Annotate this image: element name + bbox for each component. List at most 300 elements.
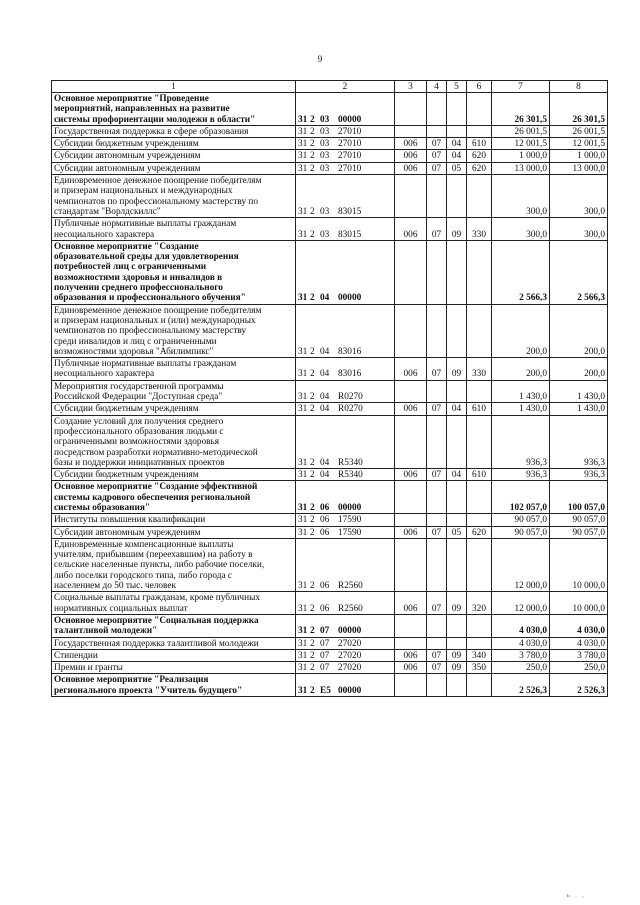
amount-col-7: 3 780,0	[492, 649, 550, 661]
ministry-code	[395, 125, 427, 137]
row-name-line: возможностями здоровья и инвалидов в	[54, 272, 223, 283]
amount-col-8: 26 001,5	[550, 125, 608, 137]
code-part: 07	[320, 638, 330, 649]
amount-col-8: 100 057,0	[550, 481, 608, 514]
table-row	[52, 358, 608, 381]
code-part: 2	[310, 515, 315, 526]
row-name-line: Основное мероприятие "Создание	[54, 241, 199, 252]
row-name-line: Стипендии	[54, 650, 98, 661]
section-code	[427, 240, 447, 304]
code-part: 31	[298, 502, 308, 513]
code-part: 00000	[338, 293, 362, 304]
code-part: 04	[320, 369, 330, 380]
code-part: 2	[310, 502, 315, 513]
code-part: 31	[298, 392, 308, 403]
code-part: 2	[310, 685, 315, 696]
code-part: 31	[298, 470, 308, 481]
row-name-line: системы кадрового обеспечения региональной	[54, 492, 251, 503]
row-name-line: Единовременное денежное поощрение победителям	[54, 305, 262, 316]
amount-col-8: 4 030,0	[550, 637, 608, 649]
subsection-code: 04	[447, 403, 467, 415]
row-name-line: регионального проекта "Учитель будущего"	[54, 685, 243, 696]
row-name-line: среди инвалидов и лиц с ограниченными	[54, 336, 217, 347]
amount-col-7: 1 430,0	[492, 380, 550, 403]
amount-col-8: 2 566,3	[550, 240, 608, 304]
code-part: 04	[320, 404, 330, 415]
subsection-code	[447, 481, 467, 514]
footer-mark: ь . ,	[567, 893, 586, 899]
row-name-line: Единовременные компенсационные выплаты	[54, 539, 234, 550]
row-code	[296, 218, 395, 241]
expense-type-code	[467, 481, 492, 514]
subsection-code: 04	[447, 138, 467, 150]
row-name-line: талантливой молодежи"	[54, 626, 158, 637]
expense-type-code	[467, 614, 492, 637]
expense-type-code: 620	[467, 150, 492, 162]
code-part: 2	[310, 603, 315, 614]
amount-col-7: 1 430,0	[492, 403, 550, 415]
code-part: 17590	[338, 515, 362, 526]
row-code	[296, 138, 395, 150]
row-name-line: системы профориентации молодежи в области"	[54, 114, 256, 125]
code-part: 2	[310, 470, 315, 481]
code-part: 31	[298, 114, 308, 125]
subsection-code	[447, 93, 467, 126]
row-name-line: населением до 50 тыс. человек	[54, 581, 176, 592]
row-name	[52, 380, 296, 403]
code-part: 31	[298, 404, 308, 415]
row-name-line: Мероприятия государственной программы	[54, 381, 224, 392]
code-part: 31	[298, 527, 308, 538]
code-part: R2560	[338, 603, 363, 614]
row-name-line: Субсидии автономным учреждениям	[54, 163, 201, 174]
row-code	[296, 162, 395, 174]
row-name	[52, 240, 296, 304]
subsection-code	[447, 240, 467, 304]
amount-col-7: 90 057,0	[492, 514, 550, 526]
code-part: 03	[320, 163, 330, 174]
expense-type-code	[467, 637, 492, 649]
code-part: 04	[320, 346, 330, 357]
row-code	[296, 592, 395, 615]
expense-type-code	[467, 93, 492, 126]
header-col-8: 8	[550, 81, 608, 93]
row-name	[52, 514, 296, 526]
header-col-2: 2	[296, 81, 395, 93]
ministry-code	[395, 175, 427, 218]
code-part: 31	[298, 229, 308, 240]
expense-type-code	[467, 514, 492, 526]
amount-col-7: 300,0	[492, 218, 550, 241]
code-part: 00000	[338, 502, 362, 513]
code-part: 07	[320, 663, 330, 674]
row-name-line: возможностями здоровья "Абилимпикс"	[54, 346, 214, 357]
row-code	[296, 415, 395, 468]
code-part: 00000	[338, 114, 362, 125]
row-name-line: несоциального характера	[54, 229, 155, 240]
row-name	[52, 469, 296, 481]
row-name-line: стандартам "Ворлдскиллс"	[54, 206, 161, 217]
row-name	[52, 637, 296, 649]
row-name	[52, 304, 296, 357]
amount-col-7: 26 301,5	[492, 93, 550, 126]
section-code	[427, 538, 447, 591]
amount-col-8: 200,0	[550, 304, 608, 357]
code-part: 31	[298, 163, 308, 174]
row-name-line: Публичные нормативные выплаты гражданам	[54, 219, 237, 230]
row-name-line: потребностей лиц с ограниченными	[54, 262, 207, 273]
subsection-code	[447, 380, 467, 403]
budget-table	[51, 80, 608, 697]
code-part: R0270	[338, 392, 363, 403]
row-name-line: ограниченными возможностями здоровья	[54, 437, 220, 448]
section-code: 07	[427, 662, 447, 674]
expense-type-code	[467, 415, 492, 468]
expense-type-code: 350	[467, 662, 492, 674]
ministry-code: 006	[395, 138, 427, 150]
ministry-code: 006	[395, 150, 427, 162]
table-row	[52, 469, 608, 481]
code-part: 83016	[338, 346, 362, 357]
row-name-line: Субсидии автономным учреждениям	[54, 527, 201, 538]
table-row	[52, 674, 608, 697]
row-name-line: Основное мероприятие "Реализация	[54, 675, 209, 686]
table-body	[52, 93, 608, 697]
amount-col-8: 1 430,0	[550, 403, 608, 415]
amount-col-7: 4 030,0	[492, 637, 550, 649]
code-part: 27010	[338, 139, 362, 150]
code-part: 83016	[338, 369, 362, 380]
row-name-line: нормативных социальных выплат	[54, 603, 188, 614]
expense-type-code	[467, 240, 492, 304]
code-part: 2	[310, 126, 315, 137]
amount-col-8: 10 000,0	[550, 592, 608, 615]
code-part: 31	[298, 685, 308, 696]
expense-type-code: 340	[467, 649, 492, 661]
code-part: 27020	[338, 650, 362, 661]
amount-col-8: 3 780,0	[550, 649, 608, 661]
code-part: 03	[320, 206, 330, 217]
code-part: 2	[310, 163, 315, 174]
row-name-line: посредством разработки нормативно-методической	[54, 447, 258, 458]
code-part: 06	[320, 603, 330, 614]
ministry-code	[395, 380, 427, 403]
row-code	[296, 150, 395, 162]
amount-col-8: 300,0	[550, 175, 608, 218]
amount-col-7: 200,0	[492, 358, 550, 381]
expense-type-code: 610	[467, 469, 492, 481]
amount-col-7: 2 526,3	[492, 674, 550, 697]
subsection-code: 09	[447, 592, 467, 615]
row-name-line: учителям, прибывшим (переехавшим) на работу в	[54, 550, 253, 561]
code-part: 2	[310, 151, 315, 162]
row-name-line: Институты повышения квалификации	[54, 515, 206, 526]
header-col-7: 7	[492, 81, 550, 93]
amount-col-8: 26 301,5	[550, 93, 608, 126]
ministry-code	[395, 514, 427, 526]
ministry-code	[395, 304, 427, 357]
code-part: 31	[298, 457, 308, 468]
code-part: 27010	[338, 126, 362, 137]
section-code	[427, 93, 447, 126]
table-row	[52, 481, 608, 514]
table-row	[52, 415, 608, 468]
subsection-code: 04	[447, 150, 467, 162]
expense-type-code: 320	[467, 592, 492, 615]
amount-col-8: 10 000,0	[550, 538, 608, 591]
row-code	[296, 649, 395, 661]
ministry-code: 006	[395, 162, 427, 174]
table-row	[52, 526, 608, 538]
table-row	[52, 240, 608, 304]
code-part: 2	[310, 638, 315, 649]
subsection-code	[447, 637, 467, 649]
row-name-line: Субсидии бюджетным учреждениям	[54, 139, 199, 150]
amount-col-8: 1 000,0	[550, 150, 608, 162]
section-code: 07	[427, 403, 447, 415]
amount-col-8: 936,3	[550, 415, 608, 468]
ministry-code	[395, 674, 427, 697]
code-part: 00000	[338, 626, 362, 637]
table-row	[52, 175, 608, 218]
row-name	[52, 150, 296, 162]
code-part: 27010	[338, 163, 362, 174]
subsection-code	[447, 304, 467, 357]
code-part: 31	[298, 650, 308, 661]
code-part: 2	[310, 369, 315, 380]
amount-col-8: 200,0	[550, 358, 608, 381]
amount-col-7: 936,3	[492, 469, 550, 481]
amount-col-7: 1 000,0	[492, 150, 550, 162]
row-name-line: Государственная поддержка в сфере образования	[54, 126, 249, 137]
subsection-code: 09	[447, 662, 467, 674]
code-part: 2	[310, 229, 315, 240]
row-name-line: Публичные нормативные выплаты гражданам	[54, 359, 237, 370]
code-part: 07	[320, 626, 330, 637]
section-code: 07	[427, 592, 447, 615]
row-name	[52, 592, 296, 615]
table-row	[52, 138, 608, 150]
row-name-line: системы образования"	[54, 502, 151, 513]
subsection-code	[447, 175, 467, 218]
code-part: 2	[310, 206, 315, 217]
row-code	[296, 481, 395, 514]
row-code	[296, 380, 395, 403]
amount-col-7: 250,0	[492, 662, 550, 674]
amount-col-8: 90 057,0	[550, 526, 608, 538]
row-name-line: Основное мероприятие "Социальная поддержка	[54, 615, 259, 626]
row-name-line: Субсидии автономным учреждениям	[54, 151, 201, 162]
row-name-line: чемпионатов по профессиональному мастерству по	[54, 196, 259, 207]
section-code	[427, 380, 447, 403]
code-part: 27010	[338, 151, 362, 162]
code-part: 03	[320, 139, 330, 150]
subsection-code: 05	[447, 162, 467, 174]
amount-col-8: 250,0	[550, 662, 608, 674]
code-part: 2	[310, 114, 315, 125]
section-code	[427, 637, 447, 649]
row-name-line: и призерам национальных и международных	[54, 186, 233, 197]
table-row	[52, 125, 608, 137]
code-part: 31	[298, 603, 308, 614]
table-row	[52, 614, 608, 637]
row-name-line: Российской Федерации "Доступная среда"	[54, 392, 223, 403]
code-part: 83015	[338, 229, 362, 240]
row-name	[52, 403, 296, 415]
code-part: 04	[320, 293, 330, 304]
expense-type-code	[467, 304, 492, 357]
row-code	[296, 240, 395, 304]
table-row	[52, 592, 608, 615]
code-part: 31	[298, 663, 308, 674]
section-code: 07	[427, 649, 447, 661]
subsection-code: 09	[447, 649, 467, 661]
amount-col-8: 300,0	[550, 218, 608, 241]
row-name-line: Основное мероприятие "Проведение	[54, 94, 209, 104]
code-part: 2	[310, 457, 315, 468]
subsection-code: 09	[447, 218, 467, 241]
row-name	[52, 674, 296, 697]
code-part: 17590	[338, 527, 362, 538]
section-code: 07	[427, 526, 447, 538]
table-row	[52, 218, 608, 241]
amount-col-7: 12 001,5	[492, 138, 550, 150]
expense-type-code: 610	[467, 138, 492, 150]
row-name-line: Субсидии бюджетным учреждениям	[54, 470, 199, 481]
amount-col-7: 200,0	[492, 304, 550, 357]
amount-col-7: 26 001,5	[492, 125, 550, 137]
code-part: 06	[320, 527, 330, 538]
table-row	[52, 649, 608, 661]
amount-col-7: 12 000,0	[492, 538, 550, 591]
section-code: 07	[427, 218, 447, 241]
code-part: 04	[320, 470, 330, 481]
row-name-line: получении среднего профессионального	[54, 283, 223, 294]
row-name	[52, 138, 296, 150]
code-part: R0270	[338, 404, 363, 415]
amount-col-8: 12 001,5	[550, 138, 608, 150]
code-part: 00000	[338, 685, 362, 696]
code-part: 2	[310, 404, 315, 415]
amount-col-7: 300,0	[492, 175, 550, 218]
expense-type-code	[467, 125, 492, 137]
ministry-code: 006	[395, 526, 427, 538]
ministry-code: 006	[395, 592, 427, 615]
code-part: 2	[310, 581, 315, 592]
subsection-code: 05	[447, 526, 467, 538]
section-code: 07	[427, 138, 447, 150]
expense-type-code: 610	[467, 403, 492, 415]
row-name	[52, 538, 296, 591]
ministry-code	[395, 415, 427, 468]
table-row	[52, 304, 608, 357]
row-code	[296, 93, 395, 126]
row-code	[296, 358, 395, 381]
ministry-code	[395, 538, 427, 591]
row-code	[296, 403, 395, 415]
row-name-line: Создание условий для получения среднего	[54, 416, 224, 427]
ministry-code	[395, 614, 427, 637]
row-name-line: профессионального образования людьми с	[54, 426, 224, 437]
code-part: E5	[320, 685, 331, 696]
table-row	[52, 538, 608, 591]
table-row	[52, 93, 608, 126]
code-part: 83015	[338, 206, 362, 217]
code-part: 31	[298, 369, 308, 380]
row-name-line: сельские населенные пункты, либо рабочие поселки,	[54, 560, 265, 571]
ministry-code	[395, 637, 427, 649]
ministry-code: 006	[395, 469, 427, 481]
amount-col-8: 4 030,0	[550, 614, 608, 637]
code-part: 2	[310, 650, 315, 661]
amount-col-7: 4 030,0	[492, 614, 550, 637]
code-part: 31	[298, 638, 308, 649]
code-part: 31	[298, 139, 308, 150]
table-row	[52, 637, 608, 649]
subsection-code	[447, 415, 467, 468]
row-name-line: базы и поддержки инициативных проектов	[54, 457, 225, 468]
ministry-code: 006	[395, 218, 427, 241]
section-code	[427, 175, 447, 218]
code-part: 04	[320, 392, 330, 403]
code-part: 2	[310, 139, 315, 150]
section-code: 07	[427, 358, 447, 381]
expense-type-code	[467, 175, 492, 218]
code-part: 04	[320, 457, 330, 468]
subsection-code	[447, 514, 467, 526]
row-code	[296, 175, 395, 218]
code-part: 31	[298, 626, 308, 637]
row-name-line: Премии и гранты	[54, 663, 123, 674]
row-name	[52, 175, 296, 218]
row-code	[296, 125, 395, 137]
subsection-code	[447, 538, 467, 591]
code-part: 07	[320, 650, 330, 661]
code-part: 2	[310, 346, 315, 357]
ministry-code	[395, 481, 427, 514]
amount-col-8: 90 057,0	[550, 514, 608, 526]
expense-type-code	[467, 674, 492, 697]
expense-type-code: 330	[467, 358, 492, 381]
row-name	[52, 481, 296, 514]
row-name-line: Социальные выплаты гражданам, кроме публичных	[54, 593, 260, 604]
row-name-line: чемпионатов по профессиональному мастерству	[54, 326, 247, 337]
section-code	[427, 514, 447, 526]
code-part: 27020	[338, 663, 362, 674]
section-code	[427, 481, 447, 514]
row-name-line: Субсидии бюджетным учреждениям	[54, 404, 199, 415]
code-part: R5340	[338, 470, 363, 481]
row-code	[296, 469, 395, 481]
row-name-line: образования и профессионального обучения"	[54, 293, 246, 304]
amount-col-7: 936,3	[492, 415, 550, 468]
section-code	[427, 674, 447, 697]
row-name-line: Единовременное денежное поощрение победителям	[54, 176, 262, 187]
subsection-code	[447, 125, 467, 137]
code-part: 31	[298, 293, 308, 304]
header-col-3: 3	[395, 81, 427, 93]
amount-col-7: 2 566,3	[492, 240, 550, 304]
expense-type-code	[467, 538, 492, 591]
page-number: 9	[317, 54, 323, 64]
amount-col-8: 13 000,0	[550, 162, 608, 174]
row-name	[52, 614, 296, 637]
row-name	[52, 358, 296, 381]
row-name-line: либо поселки городского типа, либо города с	[54, 570, 233, 581]
row-name-line: несоциального характера	[54, 369, 155, 380]
amount-col-7: 12 000,0	[492, 592, 550, 615]
row-name-line: Основное мероприятие "Создание эффективной	[54, 482, 258, 493]
